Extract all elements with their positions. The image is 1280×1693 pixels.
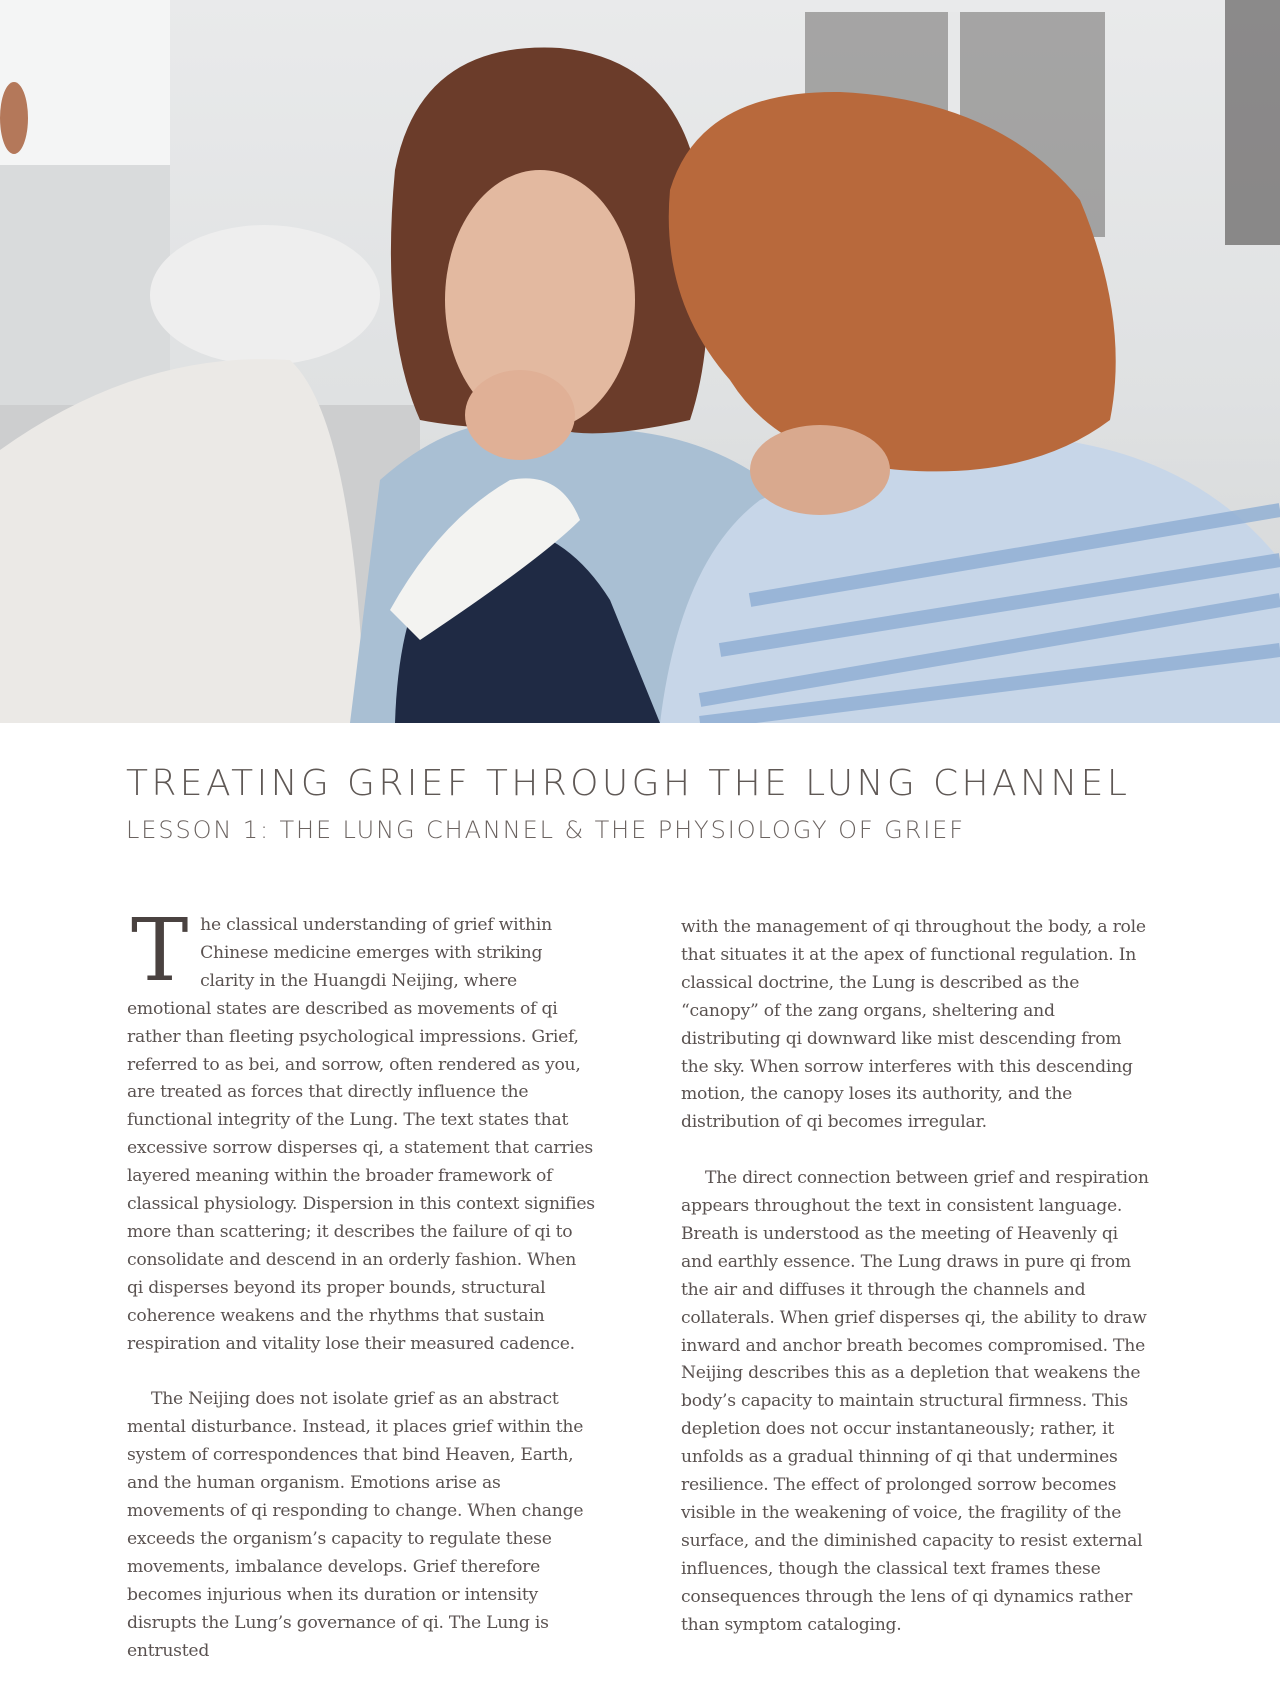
paragraph-4: The direct connection between grief and respiration appears throughout the text in consistent language. Breath is understood as the meeting of Heavenly qi and earthly essence. The Lung draws in pure qi from the air and diffuses it through the channels and collaterals. When grief disperses qi, the ability to draw inward and anchor breath becomes compromised. The Neijing describes this as a depletion that weakens the body’s capacity to maintain structural firmness. This depletion does not occur instantaneously; rather, it unfolds as a gradual thinning of qi that undermines resilience. The effect of prolonged sorrow becomes visible in the weakening of voice, the fragility of the surface, and the diminished capacity to resist external influences, though the classical text frames these consequences through the lens of qi dynamics rather than symptom cataloging.: [681, 1168, 1149, 1635]
hero-photo: [0, 0, 1280, 723]
door-glass-right: [1225, 0, 1280, 245]
page-title: TREATING GRIEF THROUGH THE LUNG CHANNEL: [126, 763, 1131, 804]
paragraph-2: The Neijing does not isolate grief as an abstract mental disturbance. Instead, it places grief within the system of correspondences that bind Heaven, Earth, and the human organism. Emotions arise as movements of qi responding to change. When change exceeds the organism’s capacity to regulate these movements, imbalance develops. Grief therefore becomes injurious when its duration or intensity disrupts the Lung’s governance of qi. The Lung is entrusted: [127, 1389, 584, 1661]
lesson-subtitle: LESSON 1: THE LUNG CHANNEL & THE PHYSIOLOGY OF GRIEF: [126, 816, 965, 844]
window-light: [0, 0, 170, 170]
paragraph-1: [127, 901, 597, 1359]
radiator: [0, 165, 170, 410]
supporting-hand: [750, 425, 890, 515]
paragraph-3: with the management of qi throughout the body, a role that situates it at the apex of functional regulation. In classical doctrine, the Lung is described as the “canopy” of the zang organs, sheltering and distributing qi downward like mist descending from the sky. When sorrow interferes with this descending motion, the canopy loses its authority, and the distribution of qi becomes irregular.: [681, 917, 1146, 1133]
drop-cap: T: [131, 901, 189, 1001]
hero-illustration: [0, 0, 1280, 723]
left-column: [127, 901, 597, 1693]
heading-block: [126, 762, 1166, 846]
paragraph-1-text: he classical understanding of grief within Chinese medicine emerges with striking clarity in the Huangdi Neijing, where emotional states are described as movements of qi rather than fleeting psychological impressions. Grief, referred to as bei, and sorrow, often rendered as you, are treated as forces that directly influence the functional integrity of the Lung. The text states that excessive sorrow disperses qi, a statement that carries layered meaning within the broader framework of classical physiology. Dispersion in this context signifies more than scattering; it describes the failure of qi to consolidate and descend in an orderly fashion. When qi disperses beyond its proper bounds, structural coherence weakens and the rhythms that sustain respiration and vitality lose their measured cadence.: [127, 915, 595, 1354]
plant-pot: [0, 82, 28, 154]
hand: [465, 370, 575, 460]
fluffy-pillow: [150, 225, 380, 365]
right-column: [681, 914, 1151, 1667]
